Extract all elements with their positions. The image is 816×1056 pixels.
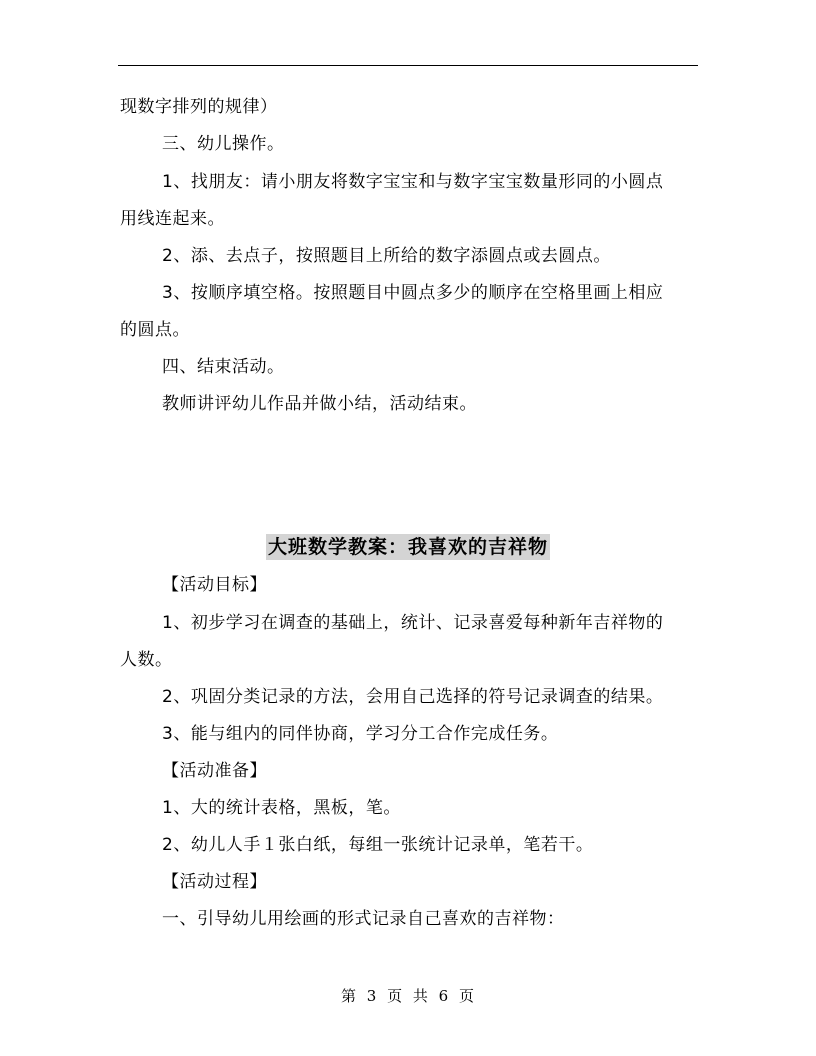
paragraph-line: 1、初步学习在调查的基础上，统计、记录喜爱每种新年吉祥物的 — [162, 613, 664, 633]
page-number: 第 3 页 共 6 页 — [341, 987, 475, 1005]
section-title-wrap — [0, 534, 816, 560]
paragraph-line: 教师讲评幼儿作品并做小结，活动结束。 — [162, 394, 477, 414]
section-heading: 【活动过程】 — [162, 872, 267, 892]
paragraph-line: 的圆点。 — [120, 320, 190, 340]
paragraph-line: 2、巩固分类记录的方法，会用自己选择的符号记录调查的结果。 — [162, 687, 664, 707]
header-rule — [118, 65, 698, 66]
paragraph-line: 2、添、去点子，按照题目上所给的数字添圆点或去圆点。 — [162, 246, 611, 266]
paragraph-line: 2、幼儿人手１张白纸，每组一张统计记录单，笔若干。 — [162, 835, 594, 855]
paragraph-line: 四、结束活动。 — [162, 357, 285, 377]
paragraph-line: 用线连起来。 — [120, 209, 225, 229]
section-heading: 【活动目标】 — [162, 575, 267, 595]
paragraph-line: 人数。 — [120, 650, 173, 670]
paragraph-line: 1、找朋友：请小朋友将数字宝宝和与数字宝宝数量形同的小圆点 — [162, 172, 664, 192]
paragraph-line: 现数字排列的规律） — [120, 97, 278, 117]
paragraph-line: 三、幼儿操作。 — [162, 134, 285, 154]
paragraph-line: 一、引导幼儿用绘画的形式记录自己喜欢的吉祥物： — [162, 909, 565, 929]
paragraph-line: 3、按顺序填空格。按照题目中圆点多少的顺序在空格里画上相应 — [162, 283, 664, 303]
section-title: 大班数学教案：我喜欢的吉祥物 — [267, 536, 548, 558]
paragraph-line: 1、大的统计表格，黑板，笔。 — [162, 798, 401, 818]
paragraph-line: 3、能与组内的同伴协商，学习分工合作完成任务。 — [162, 724, 559, 744]
section-heading: 【活动准备】 — [162, 761, 267, 781]
